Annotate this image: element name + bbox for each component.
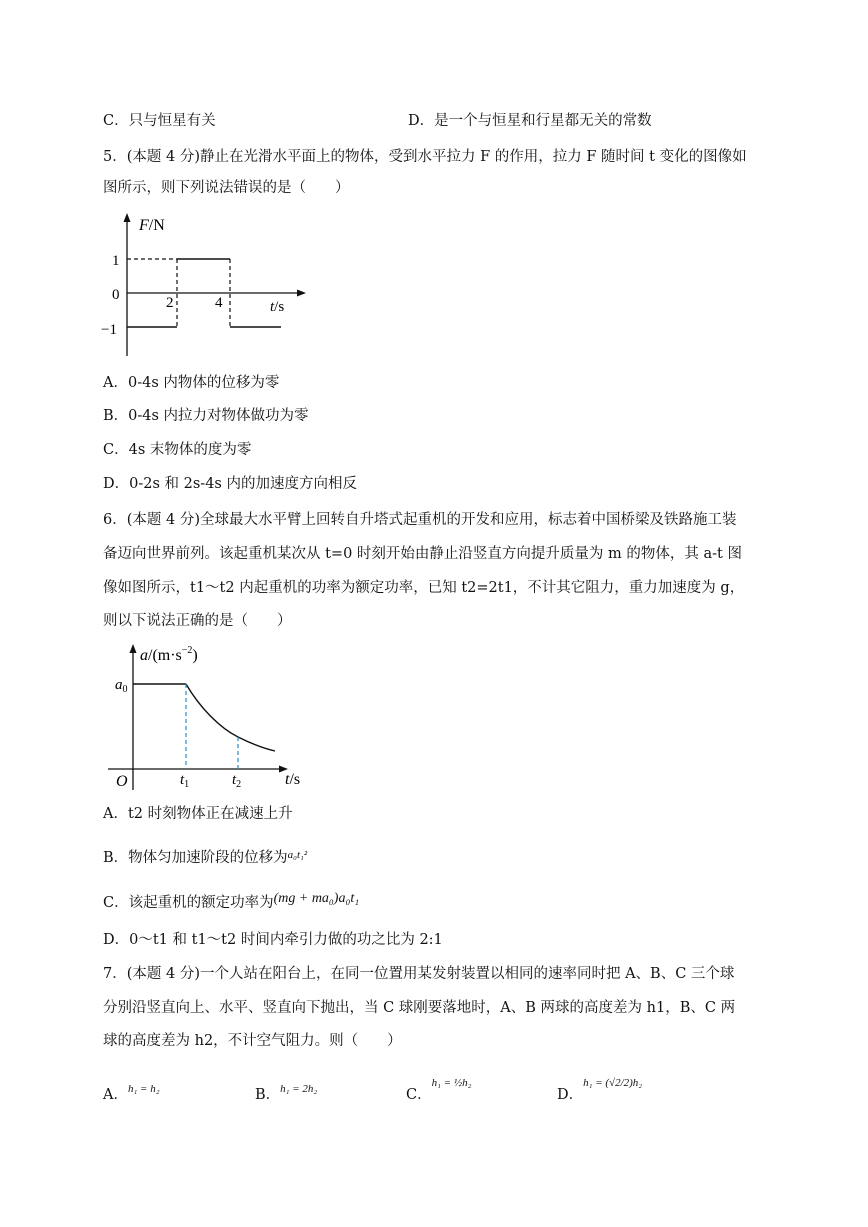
q6-tick-a0: $a_0$	[115, 677, 128, 695]
q5-tick-x-2: 2	[166, 295, 174, 311]
q7-option-b-formula: h₁ = 2h₂	[280, 1083, 318, 1095]
q7-option-c-label: C．	[406, 1087, 432, 1103]
q6-y-label: $a/(m\cdot s^{-2})$	[140, 645, 198, 664]
q6-tick-t1: $t_1$	[180, 772, 190, 790]
q7-option-a-label: A．	[103, 1087, 128, 1103]
q4-option-d: D．是一个与恒星和行星都无关的常数	[408, 113, 652, 129]
q5-stem-line-1: 5．(本题 4 分)静止在光滑水平面上的物体，受到水平拉力 F 的作用，拉力 F 随时间 t 变化的图像如	[103, 149, 747, 165]
q5-x-axis-arrow	[297, 290, 306, 297]
q7-stem-line-1: 7．(本题 4 分)一个人站在阳台上，在同一位置用某发射装置以相同的速率同时把 A、B、C 三个球	[103, 966, 735, 982]
q6-acceleration-time-graph	[100, 638, 320, 798]
q6-y-axis-arrow	[130, 644, 137, 653]
q5-option-c: C．4s 末物体的度为零	[103, 442, 252, 458]
q6-option-b-text: B．物体匀加速阶段的位移为	[103, 850, 288, 866]
q7-option-a-formula: h₁ = h₂	[127, 1083, 160, 1095]
q5-option-b: B．0-4s 内拉力对物体做功为零	[103, 408, 309, 424]
q6-option-c	[103, 893, 359, 914]
q5-force-time-graph	[95, 210, 315, 360]
q7-option-b	[255, 1085, 317, 1106]
q7-option-d-formula: h₁ = (√2/2)h₂	[583, 1077, 643, 1089]
q5-tick-x-4: 4	[215, 295, 223, 311]
q6-option-c-text: C．该起重机的额定功率为	[103, 895, 274, 911]
q7-option-b-label: B．	[255, 1087, 281, 1103]
q5-tick-1: 1	[112, 253, 120, 269]
q6-stem-line-3: 像如图所示，t1～t2 内起重机的功率为额定功率，已知 t2=2t1，不计其它阻力，重力加速度为 g，	[103, 580, 745, 596]
q5-option-a: A．0-4s 内物体的位移为零	[103, 375, 280, 391]
q5-y-axis-arrow	[124, 213, 131, 222]
q7-stem-line-3: 球的高度差为 h2，不计空气阻力。则（ ）	[103, 1033, 402, 1049]
q6-stem-line-4: 则以下说法正确的是（ ）	[103, 613, 292, 629]
q7-option-d-label: D．	[557, 1087, 584, 1103]
q5-stem-line-2: 图所示，则下列说法错误的是（ ）	[103, 180, 350, 196]
q7-option-a	[103, 1085, 160, 1106]
q6-stem-line-2: 备迈向世界前列。该起重机某次从 t=0 时刻开始由静止沿竖直方向提升质量为 m 的物体，其 a-t 图	[103, 546, 742, 562]
q6-option-b-formula: a₀t₁²	[287, 849, 308, 861]
q5-y-label: F/N	[139, 217, 165, 234]
q6-origin-label: O	[116, 773, 128, 790]
q6-decay-curve	[186, 684, 275, 751]
q6-tick-t2: $t_2$	[232, 772, 242, 790]
q7-option-c-formula: h₁ = ½h₂	[431, 1077, 472, 1089]
q7-stem-line-2: 分别沿竖直向上、水平、竖直向下抛出，当 C 球刚要落地时，A、B 两球的高度差为 h1，B、C 两	[103, 1000, 736, 1016]
q6-option-c-formula: (mg + ma₀)a₀t₁	[273, 891, 360, 906]
q5-x-label: t/s	[270, 299, 285, 315]
q6-option-b	[103, 848, 307, 869]
q7-option-d	[557, 1077, 643, 1106]
q6-option-d: D．0～t1 和 t1～t2 时间内牵引力做的功之比为 2:1	[103, 932, 443, 948]
q6-x-label: t/s	[285, 771, 301, 788]
q6-option-a: A．t2 时刻物体正在减速上升	[103, 806, 293, 822]
q5-option-d: D．0-2s 和 2s-4s 内的加速度方向相反	[103, 476, 357, 492]
q4-option-c: C．只与恒星有关	[103, 113, 216, 129]
q5-tick-neg1: −1	[101, 322, 117, 338]
q6-stem-line-1: 6．(本题 4 分)全球最大水平臂上回转自升塔式起重机的开发和应用，标志着中国桥梁及铁路施工装	[103, 512, 737, 528]
q5-tick-0: 0	[112, 287, 120, 303]
